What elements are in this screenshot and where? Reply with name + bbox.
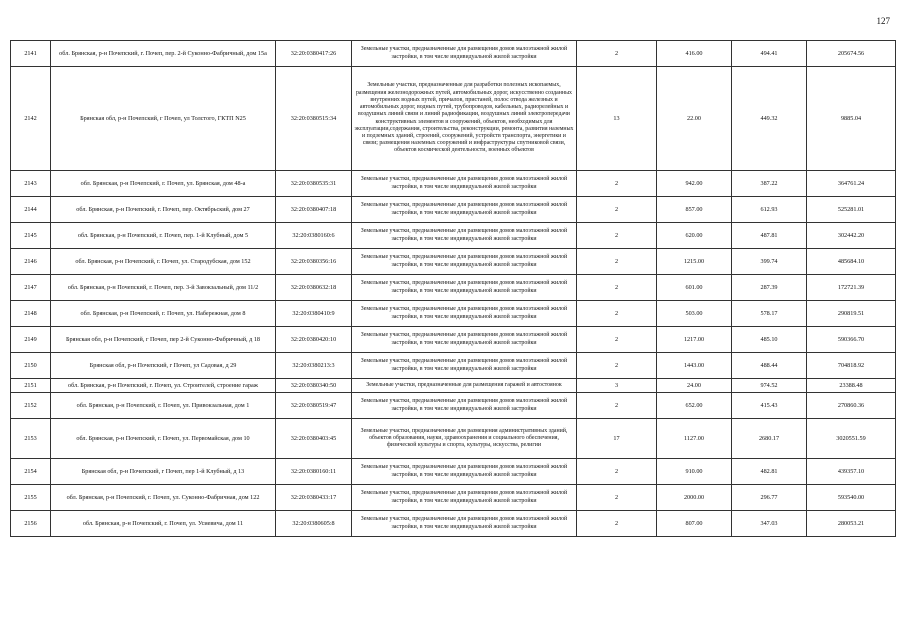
table-row [11, 223, 896, 249]
land-use-cell: Земельные участки, предназначенные для размещения домов малоэтажной жилой застройки, в том числе индивидуальной жилой застройки [352, 301, 577, 327]
cadastral-value-cell: 172721.39 [807, 275, 896, 301]
cadastral-number-cell: 32:20:0380356:16 [276, 249, 352, 275]
table-row [11, 171, 896, 197]
address-cell: Брянская обл, р-н Почепский, г Почеп, ул Садовая, д 29 [51, 353, 276, 379]
area-cell: 1127.00 [657, 419, 732, 459]
row-number-cell: 2144 [11, 197, 51, 223]
area-cell: 416.00 [657, 41, 732, 67]
cadastral-number-cell: 32:20:0380403:45 [276, 419, 352, 459]
cadastral-number-cell: 32:20:0380407:18 [276, 197, 352, 223]
area-cell: 652.00 [657, 393, 732, 419]
row-number-cell: 2150 [11, 353, 51, 379]
area-cell: 1215.00 [657, 249, 732, 275]
row-number-cell: 2151 [11, 379, 51, 393]
unit-value-cell: 578.17 [732, 301, 807, 327]
address-cell: обл. Брянская, р-н Почепский, г. Почеп, ул. Суконно-Фабричная, дом 122 [51, 485, 276, 511]
unit-value-cell: 2680.17 [732, 419, 807, 459]
unit-value-cell: 415.43 [732, 393, 807, 419]
table-body [11, 41, 896, 537]
table-row [11, 197, 896, 223]
page-number: 127 [876, 16, 890, 26]
land-use-cell: Земельные участки, предназначенные для размещения домов малоэтажной жилой застройки, в том числе индивидуальной жилой застройки [352, 485, 577, 511]
area-cell: 620.00 [657, 223, 732, 249]
unit-value-cell: 296.77 [732, 485, 807, 511]
unit-value-cell: 287.39 [732, 275, 807, 301]
address-cell: обл. Брянская, р-н Почепский, г. Почеп, ул. Первомайская, дом 10 [51, 419, 276, 459]
unit-value-cell: 494.41 [732, 41, 807, 67]
unit-value-cell: 488.44 [732, 353, 807, 379]
use-group-cell: 2 [577, 223, 657, 249]
use-group-cell: 2 [577, 459, 657, 485]
land-use-cell: Земельные участки, предназначенные для размещения домов малоэтажной жилой застройки, в том числе индивидуальной жилой застройки [352, 249, 577, 275]
cadastral-value-cell: 3020551.59 [807, 419, 896, 459]
land-use-cell: Земельные участки, предназначенные для размещения административных зданий, объектов образования, науки, здравоохранения и социального обеспечения, физической культуры и спорта, культуры, искусства, религии [352, 419, 577, 459]
land-use-cell: Земельные участки, предназначенные для размещения домов малоэтажной жилой застройки, в том числе индивидуальной жилой застройки [352, 275, 577, 301]
area-cell: 857.00 [657, 197, 732, 223]
address-cell: обл. Брянская, р-н Почепский, г. Почеп, ул. Усиевича, дом 11 [51, 511, 276, 537]
table-row [11, 393, 896, 419]
cadastral-number-cell: 32:20:0380213:3 [276, 353, 352, 379]
area-cell: 910.00 [657, 459, 732, 485]
row-number-cell: 2145 [11, 223, 51, 249]
area-cell: 601.00 [657, 275, 732, 301]
area-cell: 2000.00 [657, 485, 732, 511]
use-group-cell: 2 [577, 485, 657, 511]
cadastral-number-cell: 32:20:0380340:50 [276, 379, 352, 393]
cadastral-number-cell: 32:20:0380417:26 [276, 41, 352, 67]
cadastral-value-cell: 525281.01 [807, 197, 896, 223]
unit-value-cell: 449.32 [732, 67, 807, 171]
address-cell: обл. Брянская, р-н Почепский, г. Почеп, ул. Привокзальная, дом 1 [51, 393, 276, 419]
table-row [11, 459, 896, 485]
use-group-cell: 17 [577, 419, 657, 459]
area-cell: 22.00 [657, 67, 732, 171]
row-number-cell: 2153 [11, 419, 51, 459]
use-group-cell: 13 [577, 67, 657, 171]
use-group-cell: 2 [577, 41, 657, 67]
row-number-cell: 2156 [11, 511, 51, 537]
table-row [11, 249, 896, 275]
unit-value-cell: 485.10 [732, 327, 807, 353]
address-cell: обл. Брянская, р-н Почепский, г. Почеп, ул. Брянская, дом 48-а [51, 171, 276, 197]
area-cell: 1443.00 [657, 353, 732, 379]
cadastral-number-cell: 32:20:0380160:6 [276, 223, 352, 249]
use-group-cell: 2 [577, 353, 657, 379]
row-number-cell: 2143 [11, 171, 51, 197]
cadastral-value-cell: 302442.20 [807, 223, 896, 249]
cadastral-value-cell: 439357.10 [807, 459, 896, 485]
unit-value-cell: 347.03 [732, 511, 807, 537]
land-use-cell: Земельные участки, предназначенные для размещения домов малоэтажной жилой застройки, в том числе индивидуальной жилой застройки [352, 223, 577, 249]
cadastral-value-cell: 290819.51 [807, 301, 896, 327]
row-number-cell: 2141 [11, 41, 51, 67]
address-cell: обл. Брянская, р-н Почепский, г. Почеп, пер. Октябрьский, дом 27 [51, 197, 276, 223]
cadastral-number-cell: 32:20:0380519:47 [276, 393, 352, 419]
use-group-cell: 2 [577, 327, 657, 353]
cadastral-value-cell: 270860.36 [807, 393, 896, 419]
land-use-cell: Земельные участки, предназначенные для размещения домов малоэтажной жилой застройки, в том числе индивидуальной жилой застройки [352, 393, 577, 419]
table-row [11, 67, 896, 171]
address-cell: обл. Брянская, р-н Почепский, г. Почеп, пер. 3-й Завокзальный, дом 11/2 [51, 275, 276, 301]
row-number-cell: 2148 [11, 301, 51, 327]
row-number-cell: 2142 [11, 67, 51, 171]
area-cell: 24.00 [657, 379, 732, 393]
area-cell: 1217.00 [657, 327, 732, 353]
cadastral-value-cell: 485684.10 [807, 249, 896, 275]
unit-value-cell: 399.74 [732, 249, 807, 275]
table-row [11, 419, 896, 459]
unit-value-cell: 974.52 [732, 379, 807, 393]
use-group-cell: 2 [577, 275, 657, 301]
cadastral-value-cell: 9885.04 [807, 67, 896, 171]
land-use-cell: Земельные участки, предназначенные для размещения домов малоэтажной жилой застройки, в том числе индивидуальной жилой застройки [352, 327, 577, 353]
row-number-cell: 2155 [11, 485, 51, 511]
area-cell: 503.00 [657, 301, 732, 327]
cadastral-number-cell: 32:20:0380160:11 [276, 459, 352, 485]
row-number-cell: 2147 [11, 275, 51, 301]
land-use-cell: Земельные участки, предназначенные для разработки полезных ископаемых, размещения железнодорожных путей, автомобильных дорог, искусственно созданных внутренних водных путей, причалов, пристаней, полос отвода железных и автомобильных дорог, водных путей, трубопроводов, кабельных, радиорелейных и воздушных линий связи и линий радиофикации, воздушных линий электропередачи конструктивных элементов и сооружений, объектов, необходимых для эксплуатации,содержания, строительства, реконструкции, ремонта, развития наземных и подземных зданий, строений, сооружений, устройств транспорта, энергетики и связи; размещения наземных сооружений и инфраструктуры спутниковой связи, объектов космической деятельности, военных объектов [352, 67, 577, 171]
cadastral-value-cell: 593540.00 [807, 485, 896, 511]
address-cell: Брянская обл, р-н Почепский, г Почеп, пер 2-й Суконно-Фабричный, д 18 [51, 327, 276, 353]
use-group-cell: 2 [577, 249, 657, 275]
land-use-cell: Земельные участки, предназначенные для размещения домов малоэтажной жилой застройки, в том числе индивидуальной жилой застройки [352, 197, 577, 223]
cadastral-value-cell: 280053.21 [807, 511, 896, 537]
row-number-cell: 2154 [11, 459, 51, 485]
cadastral-number-cell: 32:20:0380410:9 [276, 301, 352, 327]
use-group-cell: 2 [577, 171, 657, 197]
land-use-cell: Земельные участки, предназначенные для размещения домов малоэтажной жилой застройки, в том числе индивидуальной жилой застройки [352, 171, 577, 197]
address-cell: обл. Брянская, р-н Почепский, г. Почеп, пер. 2-й Суконно-Фабричный, дом 15а [51, 41, 276, 67]
address-cell: обл. Брянская, р-н Почепский, г. Почеп, ул. Стародубская, дом 152 [51, 249, 276, 275]
use-group-cell: 2 [577, 197, 657, 223]
use-group-cell: 2 [577, 393, 657, 419]
unit-value-cell: 482.81 [732, 459, 807, 485]
land-use-cell: Земельные участки, предназначенные для размещения гаражей и автостоянок [352, 379, 577, 393]
table-row [11, 301, 896, 327]
row-number-cell: 2149 [11, 327, 51, 353]
row-number-cell: 2152 [11, 393, 51, 419]
cadastral-value-cell: 205674.56 [807, 41, 896, 67]
cadastral-number-cell: 32:20:0380632:18 [276, 275, 352, 301]
table-row [11, 511, 896, 537]
address-cell: Брянская обл, р-н Почепский, г Почеп, пер 1-й Клубный, д 13 [51, 459, 276, 485]
table-row [11, 353, 896, 379]
table-row [11, 379, 896, 393]
row-number-cell: 2146 [11, 249, 51, 275]
cadastral-number-cell: 32:20:0380535:31 [276, 171, 352, 197]
table-row [11, 485, 896, 511]
table-row [11, 275, 896, 301]
unit-value-cell: 487.81 [732, 223, 807, 249]
address-cell: обл. Брянская, р-н Почепский, г. Почеп, пер. 1-й Клубный, дом 5 [51, 223, 276, 249]
use-group-cell: 2 [577, 511, 657, 537]
area-cell: 942.00 [657, 171, 732, 197]
cadastral-number-cell: 32:20:0380515:34 [276, 67, 352, 171]
cadastral-number-cell: 32:20:0380605:8 [276, 511, 352, 537]
table-row [11, 41, 896, 67]
use-group-cell: 3 [577, 379, 657, 393]
address-cell: обл. Брянская, р-н Почепский, г. Почеп, ул. Строителей, строение гараж [51, 379, 276, 393]
area-cell: 807.00 [657, 511, 732, 537]
land-use-cell: Земельные участки, предназначенные для размещения домов малоэтажной жилой застройки, в том числе индивидуальной жилой застройки [352, 511, 577, 537]
cadastral-number-cell: 32:20:0380420:10 [276, 327, 352, 353]
cadastral-value-cell: 23388.48 [807, 379, 896, 393]
unit-value-cell: 387.22 [732, 171, 807, 197]
cadastral-value-cell: 590366.70 [807, 327, 896, 353]
cadastral-value-cell: 364761.24 [807, 171, 896, 197]
table-row [11, 327, 896, 353]
land-use-cell: Земельные участки, предназначенные для размещения домов малоэтажной жилой застройки, в том числе индивидуальной жилой застройки [352, 353, 577, 379]
land-use-cell: Земельные участки, предназначенные для размещения домов малоэтажной жилой застройки, в том числе индивидуальной жилой застройки [352, 459, 577, 485]
cadastral-value-cell: 704818.92 [807, 353, 896, 379]
address-cell: обл. Брянская, р-н Почепский, г. Почеп, ул. Набережная, дом 8 [51, 301, 276, 327]
address-cell: Брянская обл, р-н Почепский, г Почеп, ул Толстого, ГКТП N25 [51, 67, 276, 171]
land-use-cell: Земельные участки, предназначенные для размещения домов малоэтажной жилой застройки, в том числе индивидуальной жилой застройки [352, 41, 577, 67]
cadastral-number-cell: 32:20:0380433:17 [276, 485, 352, 511]
land-registry-table [10, 40, 896, 537]
unit-value-cell: 612.93 [732, 197, 807, 223]
use-group-cell: 2 [577, 301, 657, 327]
